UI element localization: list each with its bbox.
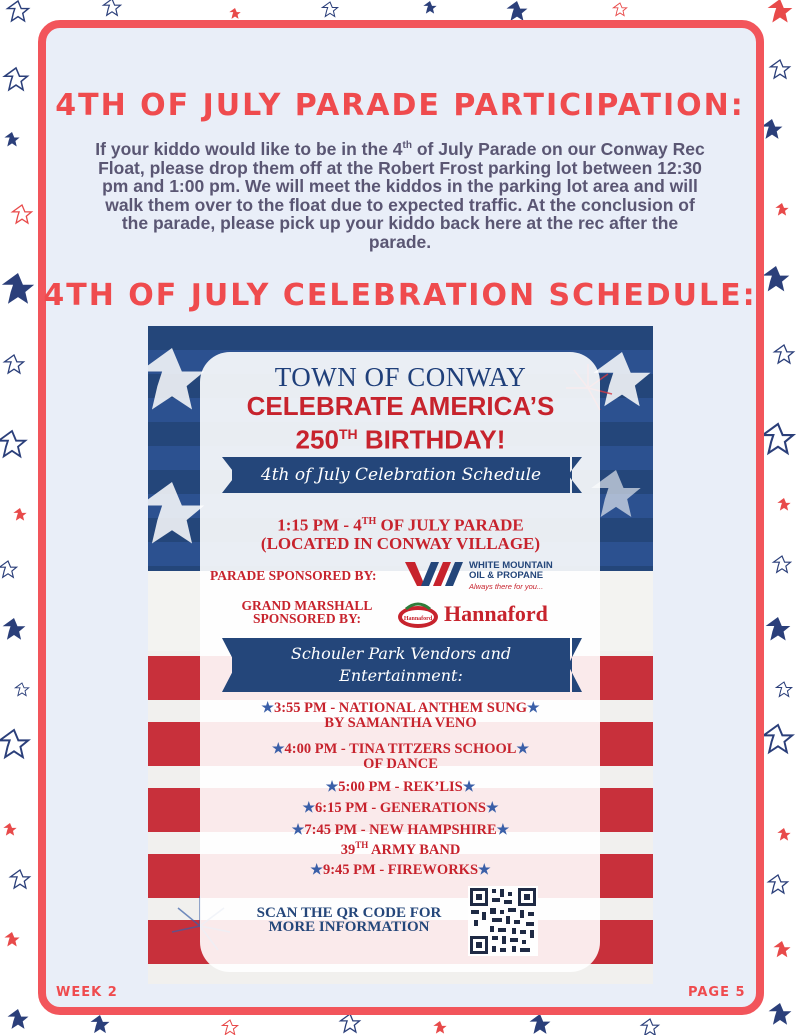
schedule-item [148,780,653,795]
schedule-item [148,801,653,816]
celebrate-headline [148,392,653,454]
star-icon: ★ [310,863,323,878]
parade-participation-heading: 4TH OF JULY PARADE PARTICIPATION: [55,88,745,123]
schedule-text-2: BY SAMANTHA VENO [324,715,477,731]
schedule-line [148,701,653,716]
star-icon: ★ [291,823,305,838]
celebrate-birthday: BIRTHDAY! [357,424,506,455]
schedule-text-2: OF DANCE [363,756,438,772]
hannaford-wordmark: Hannaford [444,601,548,626]
parade-time-end: OF JULY PARADE [376,515,524,535]
star-icon: ★ [527,701,540,716]
schedule-item [148,701,653,730]
schedule-superscript: TH [355,840,369,850]
celebrate-superscript: TH [338,426,358,442]
ribbon-schedule-title: 4th of July Celebration Schedule [232,457,570,493]
schedule-text: 6:15 PM - GENERATIONS [315,800,486,816]
wm-name-line-1: WHITE MOUNTAIN [469,560,553,571]
celebration-schedule-heading: 4TH OF JULY CELEBRATION SCHEDULE: [43,278,757,313]
schedule-number: 39 [340,841,356,858]
intro-superscript: th [402,140,412,152]
ribbon-vendors-line-1: Schouler Park Vendors and [290,644,512,663]
parade-intro-paragraph [92,140,708,251]
celebrate-line-2 [148,420,653,454]
hannaford-badge-icon [396,599,442,631]
qr-code[interactable] [468,886,538,956]
intro-text-end: of July Parade on our Conway Rec Float, please drop them off at the Robert Frost parking lot between 12:30 pm and 1:00 pm. We will meet the kiddos in the parking lot area and will walk them over to the float due to expected traffic. At the conclusion of the parade, please pick up your kiddo back here at the rec after the parade. [98,139,705,252]
schedule-text: 7:45 PM - NEW HAMPSHIRE [304,822,497,838]
wm-company-name [469,561,553,581]
star-icon: ★ [325,780,339,795]
schedule-text: 5:00 PM - REK’LIS [338,779,463,795]
grand-marshall-line-1: GRAND MARSHALL [241,598,373,613]
star-icon: ★ [302,801,316,816]
parade-time [148,513,653,553]
qr-instructions [234,906,464,934]
schedule-line-2 [148,838,653,857]
intro-text-start: If your kiddo would like to be in the 4 [95,139,403,159]
schedule-item [148,742,653,771]
ribbon-vendors-line-2: Entertainment: [339,666,463,685]
week-label: WEEK 2 [56,985,118,1000]
schedule-item [148,863,653,878]
ribbon-vendors-title [232,638,570,692]
parade-superscript: TH [361,516,377,527]
town-title: TOWN OF CONWAY [274,362,527,392]
schedule-text-2: ARMY BAND [368,841,461,858]
schedule-line [148,823,653,838]
star-icon: ★ [271,742,285,757]
star-icon: ★ [496,823,510,838]
star-icon: ★ [462,780,476,795]
star-icon: ★ [478,863,491,878]
wm-mark-icon [403,558,467,594]
schedule-text: 4:00 PM - TINA TITZERS SCHOOL [284,741,517,757]
qr-line-2: MORE INFORMATION [268,919,430,935]
schedule-item [148,823,653,857]
celebrate-number: 250 [295,424,339,455]
hannaford-logo [396,599,561,631]
grand-marshall-label [232,599,382,625]
star-icon: ★ [261,701,274,716]
star-icon: ★ [485,801,499,816]
parade-time-start: 1:15 PM - 4 [277,515,362,535]
parade-location: (LOCATED IN CONWAY VILLAGE) [260,533,541,553]
parade-line-1 [148,513,653,535]
wm-tagline: Always there for you... [469,582,544,591]
wm-name-line-2: OIL & PROPANE [469,570,544,581]
schedule-text: 9:45 PM - FIREWORKS [322,862,479,878]
hannaford-badge-text: Hannaford [403,616,433,622]
celebrate-line-1: CELEBRATE AMERICA’S [246,391,555,421]
schedule-line [148,742,653,757]
schedule-text: 3:55 PM - NATIONAL ANTHEM SUNG [273,700,528,716]
parade-sponsor-label: PARADE SPONSORED BY: [210,568,377,583]
celebration-flyer [148,326,653,984]
grand-marshall-line-2: SPONSORED BY: [253,611,361,626]
page-number: PAGE 5 [688,985,746,1000]
qr-line-1: SCAN THE QR CODE FOR [256,905,442,921]
white-mountain-logo [403,558,603,594]
star-icon: ★ [516,742,530,757]
